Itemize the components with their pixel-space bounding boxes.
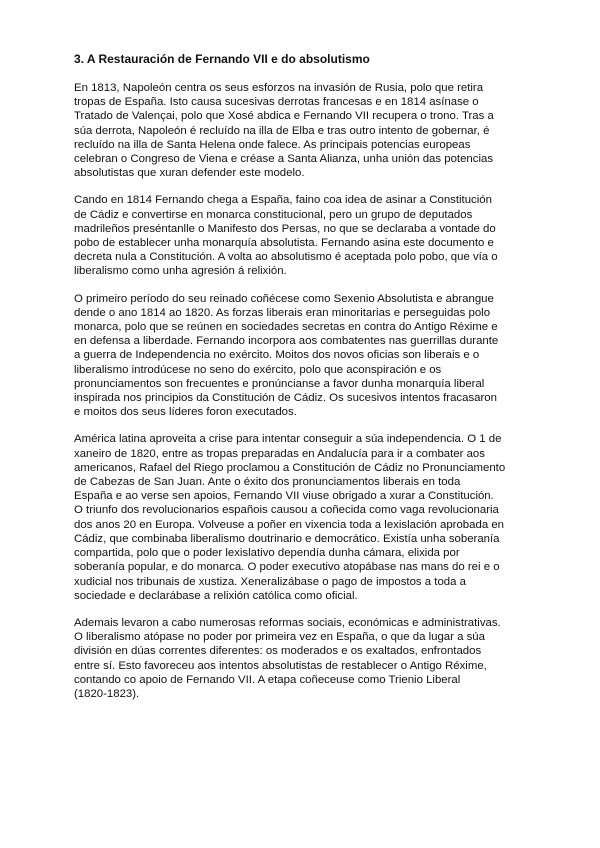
text-line: liberalismo como unha agresión á relixión. xyxy=(74,265,287,278)
paragraph xyxy=(74,292,536,420)
text-line: pobo de establecer unha monarquía absolutista. Fernando asina este documento e xyxy=(74,237,494,250)
text-line: América latina aproveita a crise para intentar conseguir a súa independencia. O 1 de xyxy=(74,433,502,446)
text-line: tropas de España. Isto causa sucesivas derrotas francesas e en 1814 asínase o xyxy=(74,96,479,109)
paragraph xyxy=(74,81,536,180)
text-line: madrileños preséntanlle o Manifesto dos Persas, no que se declaraba a vontade do xyxy=(74,222,496,235)
text-line: entre sí. Esto favoreceu aos intentos absolutistas de restablecer o Antigo Réxime, xyxy=(74,659,487,672)
text-line: a guerra de Independencia no exército. Moitos dos novos oficias son liberais e o xyxy=(74,349,480,362)
text-line: sociedade e declarábase a relixión católica como oficial. xyxy=(74,589,358,602)
text-line: monarca, polo que se reúnen en sociedades secretas en contra do Antigo Réxime e xyxy=(74,321,498,334)
text-line: En 1813, Napoleón centra os seus esforzos na invasión de Rusia, polo que retira xyxy=(74,82,484,94)
text-line: O triunfo dos revolucionarios españois causou a coñecida como vaga revolucionaria xyxy=(74,504,499,517)
text-line: celebran o Congreso de Viena e créase a Santa Alianza, unha unión das potencias xyxy=(74,153,494,166)
paragraph xyxy=(74,432,536,602)
text-line: e moitos dos seus líderes foron executados. xyxy=(74,406,297,419)
text-line: xaneiro de 1820, entre as tropas preparadas en Andalucía para ir a combater aos xyxy=(74,447,485,460)
text-line: dos anos 20 en Europa. Volveuse a poñer en vixencia toda a lexislación aprobada en xyxy=(74,518,504,531)
text-line: absolutistas que xuran defender este modelo. xyxy=(74,167,305,180)
document-page xyxy=(74,52,536,714)
text-line: de Cabezas de San Juan. Ante o éxito dos pronunciamentos liberais en toda xyxy=(74,476,461,489)
text-line: en defensa a liberdade. Fernando incorpora aos combatentes nas guerrillas durante xyxy=(74,335,499,348)
text-line: liberalismo introdúcese no seno do exército, polo que aconspiración e os xyxy=(74,363,442,376)
text-line: Ademais levaron a cabo numerosas reformas sociais, económicas e administrativas. xyxy=(74,616,501,629)
text-line: pronunciamentos son frecuentes e pronúncianse a favor dunha monarquía liberal xyxy=(74,377,485,390)
text-line: de Cádiz e convertirse en monarca constitucional, pero un grupo de deputados xyxy=(74,208,473,221)
text-line: España e ao verse sen apoios, Fernando VII viuse obrigado a xurar a Constitución. xyxy=(74,490,494,503)
text-line: súa derrota, Napoleón é recluído na illa de Elba e tras outro intento de gobernar, é xyxy=(74,124,490,137)
text-line: Tratado de Valençai, polo que Xosé abdica e Fernando VII recupera o trono. Tras a xyxy=(74,110,494,123)
text-line: (1820-1823). xyxy=(74,687,140,700)
text-line: americanos, Rafael del Riego proclamou a Constitución de Cádiz no Pronunciamento xyxy=(74,461,506,474)
text-line: xudicial nos tribunais de xustiza. Xeneralizábase o pago de impostos a toda a xyxy=(74,575,466,588)
text-line: O liberalismo atópase no poder por primeira vez en España, o que da lugar a súa xyxy=(74,631,485,644)
paragraph xyxy=(74,616,536,701)
text-line: decreta nula a Constitución. A volta ao absolutismo é aceptada polo pobo, que vía o xyxy=(74,251,498,264)
paragraph xyxy=(74,193,536,278)
text-line: recluído na illa de Santa Helena onde falece. As principais potencias europeas xyxy=(74,138,471,151)
text-line: O primeiro período do seu reinado coñécese como Sexenio Absolutista e abrangue xyxy=(74,292,494,305)
text-line: compartida, polo que o poder lexislativo dependía dunha cámara, elixida por xyxy=(74,547,460,560)
text-line: dende o ano 1814 ao 1820. As forzas liberais eran minoritarias e perseguidas polo xyxy=(74,306,491,319)
text-line: soberanía popular, e do monarca. O poder executivo atopábase nas mans do rei e o xyxy=(74,561,500,574)
document-title: 3. A Restauración de Fernando VII e do absolutismo xyxy=(74,52,370,66)
text-line: Cádiz, que combinaba liberalismo doutrinario e democrático. Existía unha soberanía xyxy=(74,532,500,545)
text-line: inspirada nos principios da Constitución de Cádiz. Os sucesivos intentos fracasaron xyxy=(74,392,497,405)
text-line: división en dúas correntes diferentes: os moderados e os exaltados, enfrontados xyxy=(74,645,482,658)
text-line: contando co apoio de Fernando VII. A etapa coñeceuse como Trienio Liberal xyxy=(74,673,461,686)
text-line: Cando en 1814 Fernando chega a España, faino coa idea de asinar a Constitución xyxy=(74,194,492,207)
